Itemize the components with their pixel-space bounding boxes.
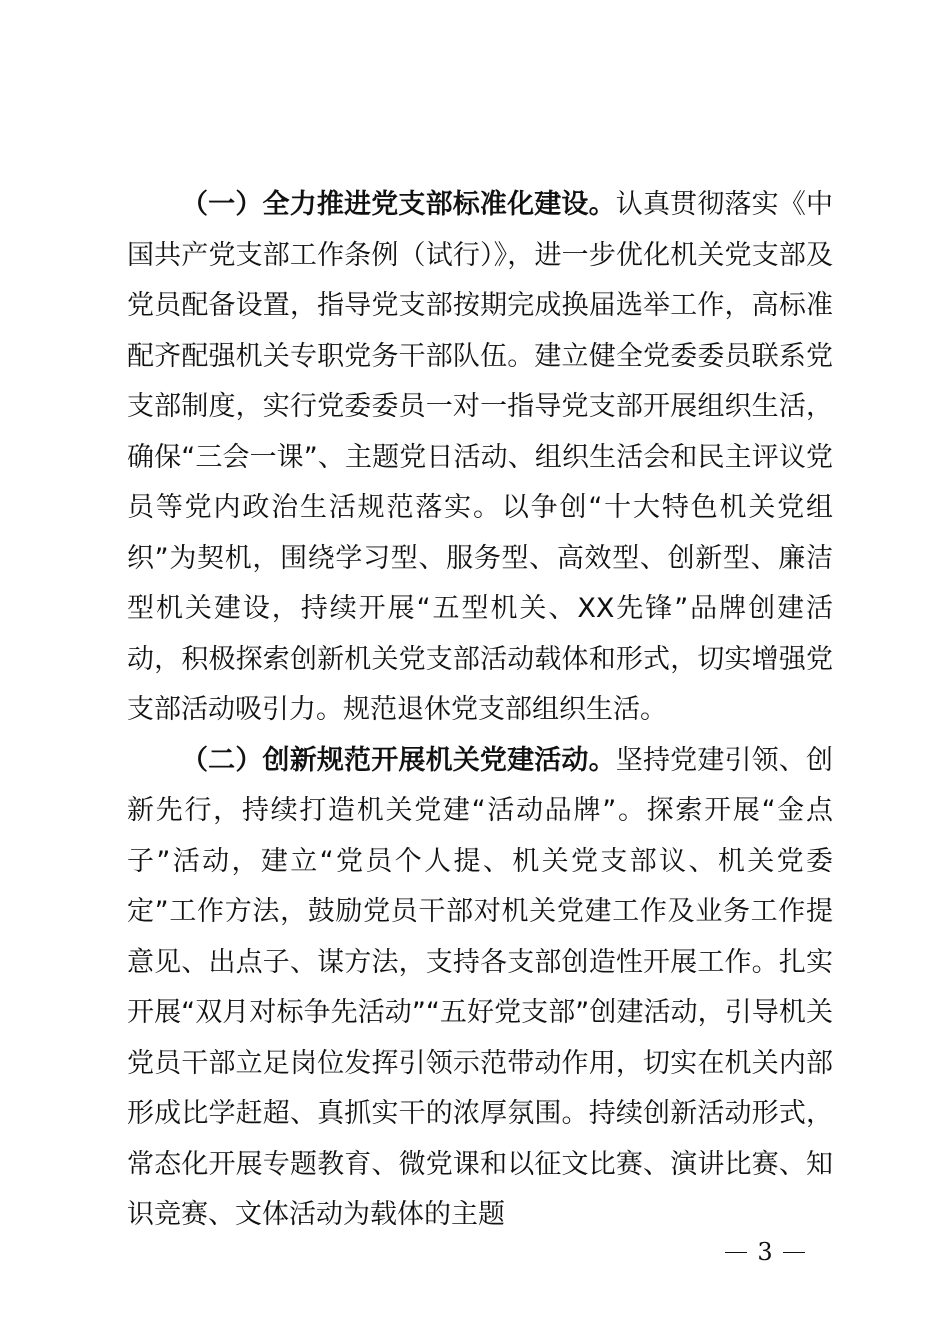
right-dash [783, 1252, 805, 1253]
paragraph-1-heading: （一）全力推进党支部标准化建设。 [181, 189, 616, 220]
document-body [127, 180, 833, 1241]
page-number: 3 [757, 1238, 773, 1266]
page-footer [710, 1237, 820, 1267]
paragraph-2-heading: （二）创新规范开展机关党建活动。 [181, 744, 616, 776]
paragraph-2-text: 坚持党建引领、创新先行，持续打造机关党建“活动品牌”。探索开展“金点子”活动，建立“党员个人提、机关党支部议、机关党委定”工作方法，鼓励党员干部对机关党建工作及业务工作提意见、出点子、谋方法，支持各支部创造性开展工作。扎实开展“双月对标争先活动”“五好党支部”创建活动，引导机关党员干部立足岗位发挥引领示范带动作用，切实在机关内部形成比学赶超、真抓实干的浓厚氛围。持续创新活动形式，常态化开展专题教育、微党课和以征文比赛、演讲比赛、知识竞赛、文体活动为载体的主题 [127, 744, 834, 1230]
paragraph-2 [127, 736, 833, 1241]
left-dash [725, 1252, 747, 1253]
paragraph-1-text: 认真贯彻落实《中国共产党支部工作条例（试行）》，进一步优化机关党支部及党员配备设置，指导党支部按期完成换届选举工作，高标准配齐配强机关专职党务干部队伍。建立健全党委委员联系党支部制度，实行党委委员一对一指导党支部开展组织生活，确保“三会一课”、主题党日活动、组织生活会和民主评议党员等党内政治生活规范落实。以争创“十大特色机关党组织”为契机，围绕学习型、服务型、高效型、创新型、廉洁型机关建设，持续开展“五型机关、XX先锋”品牌创建活动，积极探索创新机关党支部活动载体和形式，切实增强党支部活动吸引力。规范退休党支部组织生活。 [127, 189, 834, 725]
paragraph-1 [127, 180, 833, 736]
